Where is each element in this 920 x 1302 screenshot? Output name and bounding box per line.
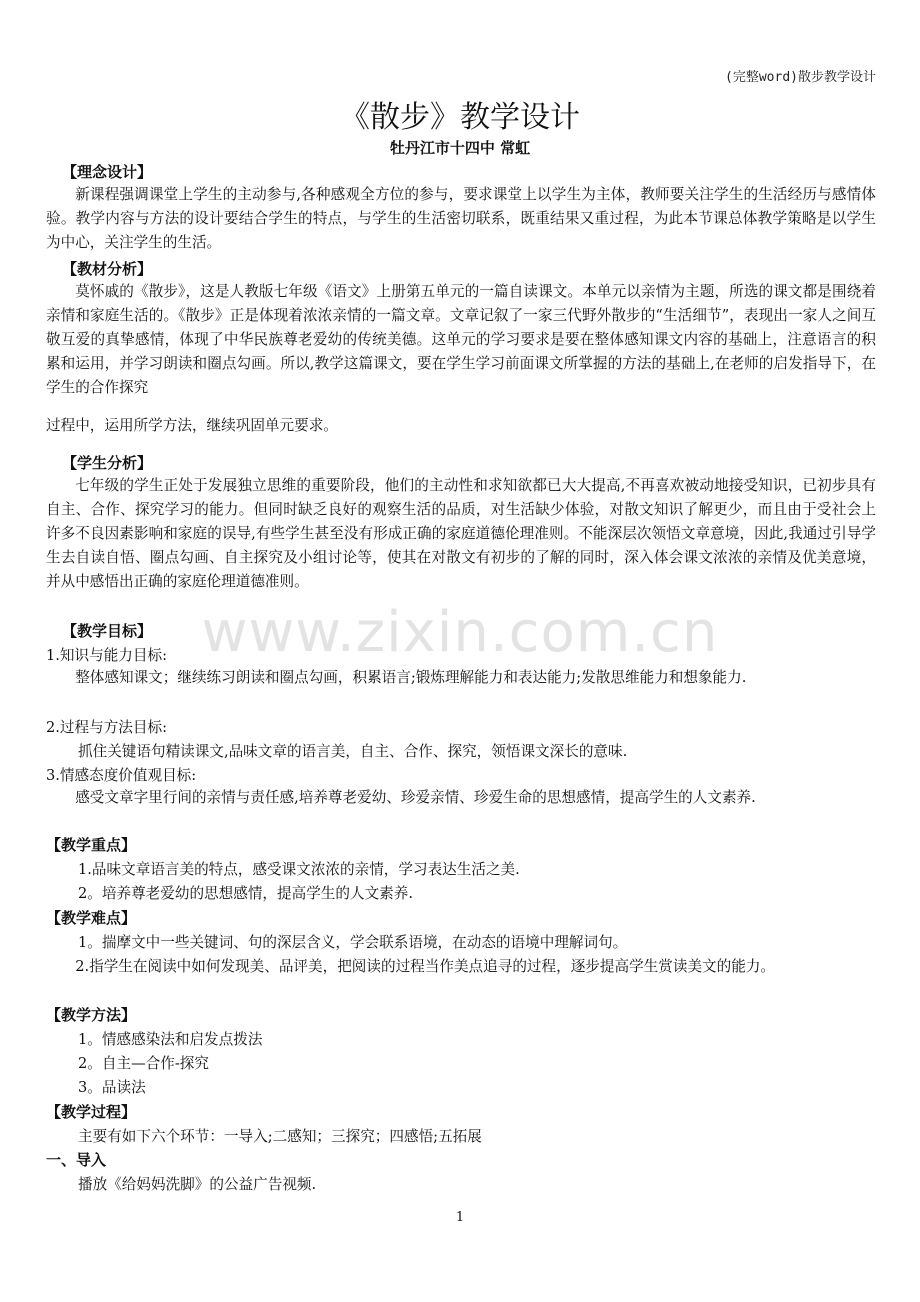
section-heading-goals: 【教学目标】	[62, 622, 153, 640]
section-heading-students: 【学生分析】	[62, 454, 153, 472]
section-heading-textbook: 【教材分析】	[62, 260, 153, 278]
key-item-2: 2。培养尊老爱幼的思想感情，提高学生的人文素养.	[78, 885, 413, 902]
section-heading-methods: 【教学方法】	[46, 1006, 137, 1024]
author-line: 牡丹江市十四中 常虹	[389, 139, 531, 157]
process-overview: 主要有如下六个环节：一导入;二感知；三探究；四感悟;五拓展	[78, 1128, 482, 1145]
goal-3-title: 3.情感态度价值观目标:	[46, 767, 197, 784]
section-heading-process: 【教学过程】	[46, 1103, 137, 1121]
process-step-1-title: 一、导入	[46, 1151, 107, 1169]
section-text-idea: 新课程强调课堂上学生的主动参与,各种感观全方位的参与，要求课堂上以学生为主体，教师要关注学生的生活经历与感情体验。教学内容与方法的设计要结合学生的特点，与学生的生活密切联系，既重结果又重过程，为此本节课总体教学策略是以学生为中心，关注学生的生活。	[46, 186, 876, 251]
key-item-1: 1.品味文章语言美的特点，感受课文浓浓的亲情，学习表达生活之美.	[78, 861, 520, 878]
section-heading-idea: 【理念设计】	[62, 163, 153, 181]
section-heading-key: 【教学重点】	[46, 836, 137, 854]
document-title: 《散步》教学设计	[340, 100, 580, 135]
section-text-students: 七年级的学生正处于发展独立思维的重要阶段，他们的主动性和求知欲都已大大提高,不再喜欢被动地接受知识，已初步具有自主、合作、探究学习的能力。但同时缺乏良好的观察生活的品质，对生活缺少体验，对散文知识了解更少，而且由于受社会上许多不良因素影响和家庭的误导,有些学生甚至没有形成正确的家庭道德伦理准则。不能深层次领悟文章意境，因此,我通过引导学生去自读自悟、圈点勾画、自主探究及小组讨论等，使其在对散文有初步的了解的同时，深入体会课文浓浓的亲情及优美意境，并从中感悟出正确的家庭伦理道德准则。	[46, 477, 876, 590]
watermark: www.zixin.com.cn	[201, 600, 719, 665]
section-text-textbook: 莫怀戚的《散步》，这是人教版七年级《语文》上册第五单元的一篇自读课文。本单元以亲情为主题，所选的课文都是围绕着亲情和家庭生活的。《散步》正是体现着浓浓亲情的一篇文章。文章记叙了一家三代野外散步的“生活细节”，表现出一家人之间互敬互爱的真挚感情，体现了中华民族尊老爱幼的传统美德。这单元的学习要求是要在整体感知课文内容的基础上，注意语言的积累和运用，并学习朗读和圈点勾画。所以,教学这篇课文，要在学生学习前面课文所掌握的方法的基础上,在老师的启发指导下，在学生的合作探究	[46, 283, 876, 396]
difficulty-item-1: 1。揣摩文中一些关键词、句的深层含义，学会联系语境，在动态的语境中理解词句。	[78, 934, 628, 951]
goal-3-text: 感受文章字里行间的亲情与责任感,培养尊老爱幼、珍爱亲情、珍爱生命的思想感情，提高学生的人文素养.	[75, 789, 756, 806]
page-number: 1	[455, 1210, 465, 1225]
goal-2-text: 抓住关键语句精读课文,品味文章的语言美，自主、合作、探究，领悟课文深长的意味.	[78, 743, 628, 760]
section-text-textbook-tail: 过程中，运用所学方法，继续巩固单元要求。	[46, 417, 338, 434]
goal-1-title: 1.知识与能力目标:	[46, 647, 167, 664]
method-item-1: 1。情感感染法和启发点拨法	[78, 1031, 263, 1048]
process-step-1-text: 播放《给妈妈洗脚》的公益广告视频.	[78, 1176, 317, 1193]
goal-2-title: 2.过程与方法目标:	[46, 719, 167, 736]
document-header-label: (完整word)散步教学设计	[725, 70, 876, 85]
difficulty-item-2: 2.指学生在阅读中如何发现美、品评美，把阅读的过程当作美点追寻的过程，逐步提高学生赏读美文的能力。	[75, 958, 776, 975]
goal-1-text: 整体感知课文；继续练习朗读和圈点勾画，积累语言;锻炼理解能力和表达能力;发散思维能力和想象能力.	[75, 669, 747, 686]
method-item-3: 3。品读法	[78, 1079, 146, 1096]
section-heading-difficulty: 【教学难点】	[46, 909, 137, 927]
method-item-2: 2。自主—合作-探究	[78, 1055, 209, 1072]
